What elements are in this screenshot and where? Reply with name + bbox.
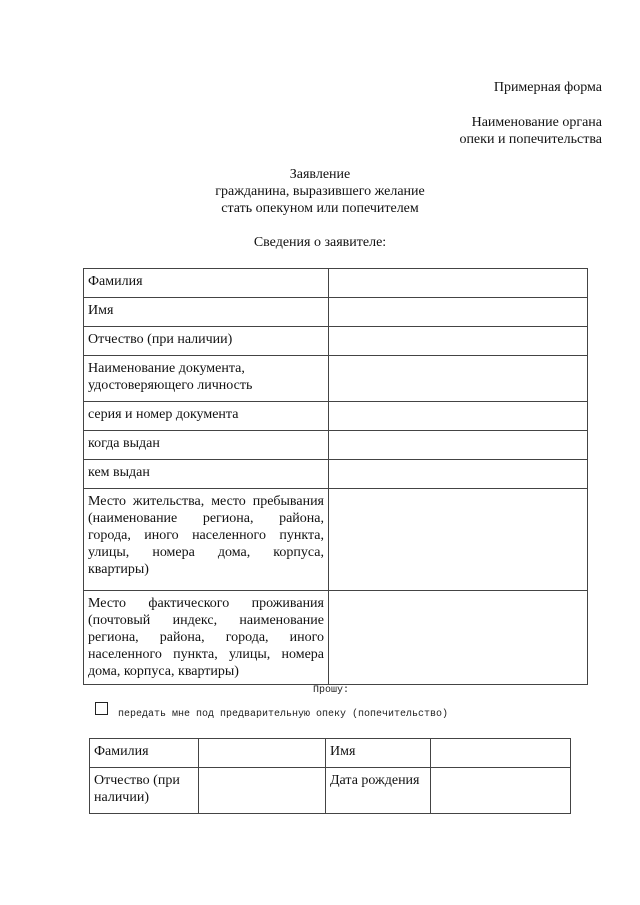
table-row [84,356,588,402]
row-value-field[interactable] [329,489,588,591]
child-patronymic-field[interactable] [199,768,326,814]
table-row [84,431,588,460]
request-label: Прошу: [313,685,350,696]
applicant-info-table [83,268,588,685]
row-value-field[interactable] [329,591,588,685]
section-heading: Сведения о заявителе: [253,235,387,250]
guardianship-option-label: передать мне под предварительную опеку (попечительство) [118,709,449,720]
row-value-field[interactable] [329,356,588,402]
table-row [84,460,588,489]
table-row [90,739,571,768]
row-value-field[interactable] [329,402,588,431]
table-row [84,269,588,298]
guardianship-checkbox[interactable] [95,702,108,715]
child-surname-field[interactable] [199,739,326,768]
authority-name-line1: Наименование органа [471,115,602,130]
document-subtitle-line1: гражданина, выразившего желание [215,184,425,199]
table-row [90,768,571,814]
row-value-field[interactable] [329,298,588,327]
row-label: Место жительства, место пребывания (наименование региона, района, города, иного населенного пункта, улицы, номера дома, корпуса, квартиры) [84,489,329,591]
row-value-field[interactable] [329,460,588,489]
row-value-field[interactable] [329,431,588,460]
authority-name-line2: опеки и попечительства [459,132,602,147]
row-value-field[interactable] [329,269,588,298]
row-value-field[interactable] [329,327,588,356]
table-row [84,402,588,431]
row-label: Отчество (при наличии) [84,327,329,356]
table-row [84,298,588,327]
row-label: серия и номер документа [84,402,329,431]
row-label: когда выдан [84,431,329,460]
table-row [84,591,588,685]
child-name-field[interactable] [431,739,571,768]
row-label: Фамилия [84,269,329,298]
row-label: Имя [84,298,329,327]
row-label: Наименование документа, удостоверяющего личность [84,356,329,402]
child-name-label: Имя [326,739,431,768]
row-label: Место фактического проживания (почтовый индекс, наименование региона, района, города, иного населенного пункта, улицы, номера дома, корпуса, квартиры) [84,591,329,685]
child-info-table [89,738,571,814]
child-patronymic-label: Отчество (при наличии) [90,768,199,814]
document-title: Заявление [289,167,351,182]
row-label: кем выдан [84,460,329,489]
table-row [84,327,588,356]
table-row [84,489,588,591]
child-birthdate-field[interactable] [431,768,571,814]
child-surname-label: Фамилия [90,739,199,768]
document-subtitle-line2: стать опекуном или попечителем [221,201,419,216]
form-type-label: Примерная форма [493,80,602,95]
child-birthdate-label: Дата рождения [326,768,431,814]
